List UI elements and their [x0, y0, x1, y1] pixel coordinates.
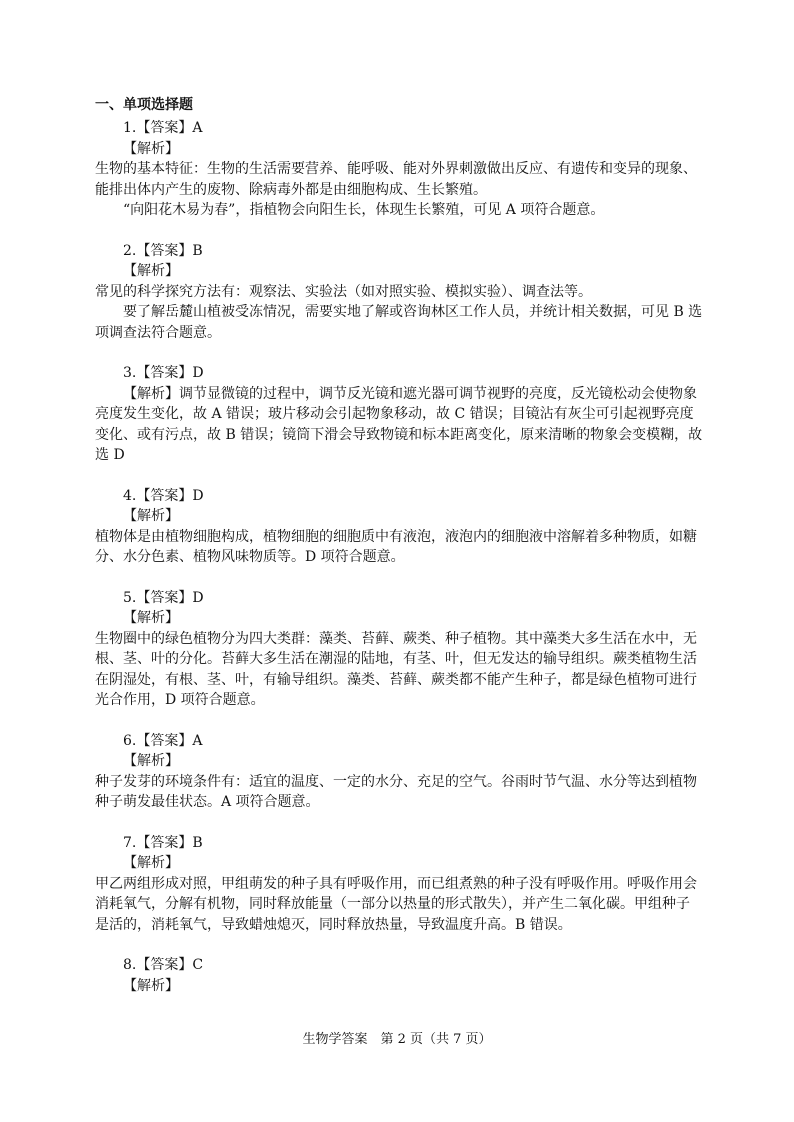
analysis-label: 【解析】: [123, 610, 179, 626]
question-block: [95, 833, 703, 936]
analysis-paragraph: 甲乙两组形成对照，甲组萌发的种子具有呼吸作用，而已组煮熟的种子没有呼吸作用。呼吸作用会消耗氧气，分解有机物，同时释放能量（一部分以热量的形式散失），并产生二氧化碳。甲组种子是活的，消耗氧气，导致蜡烛熄灭，同时释放热量，导致温度升高。B 错误。: [95, 875, 697, 933]
question-block: [95, 588, 703, 711]
analysis-paragraph: “向阳花木易为春”，指植物会向阳生长，体现生长繁殖，可见 A 项符合题意。: [123, 202, 605, 218]
analysis-paragraph: 种子发芽的环境条件有：适宜的温度、一定的水分、充足的空气。谷雨时节气温、水分等达到植物种子萌发最佳状态。A 项符合题意。: [95, 773, 697, 810]
answer-line: 4.【答案】D: [123, 487, 204, 504]
answer-line: 6.【答案】A: [123, 732, 203, 749]
answer-line: 1.【答案】A: [123, 120, 203, 136]
analysis-text: 【解析】调节显微镜的过程中，调节反光镜和遮光器可调节视野的亮度，反光镜松动会使物象亮度发生变化，故 A 错误；玻片移动会引起物象移动，故 C 错误；目镜沾有灰尘可引起视野亮度变化、或有污点，故 B 错误；镜筒下滑会导致物镜和标本距离变化，原来清晰的物象会变模糊，故选 D: [95, 385, 703, 463]
page-footer: 生物学答案 第 2 页（共 7 页）: [302, 1032, 492, 1047]
question-block: [95, 955, 703, 996]
question-block: [95, 118, 703, 221]
analysis-paragraph: 要了解岳麓山植被受冻情况，需要实地了解或咨询林区工作人员，并统计相关数据，可见 B 选项调查法符合题意。: [95, 304, 703, 341]
analysis-label: 【解析】: [123, 140, 179, 157]
analysis-label: 【解析】: [123, 855, 179, 871]
answer-line: 7.【答案】B: [123, 834, 203, 851]
question-block: [95, 486, 703, 568]
question-block: [95, 241, 703, 344]
analysis-label: 【解析】: [123, 263, 179, 279]
answer-line: 2.【答案】B: [123, 242, 203, 259]
analysis-label: 【解析】: [123, 977, 179, 994]
analysis-label: 【解析】: [123, 753, 179, 769]
analysis-paragraph: 生物的基本特征：生物的生活需要营养、能呼吸、能对外界刺激做出反应、有遗传和变异的现象、能排出体内产生的废物、除病毒外都是由细胞构成、生长繁殖。: [95, 161, 697, 198]
question-block: [95, 363, 703, 466]
analysis-paragraph: 植物体是由植物细胞构成，植物细胞的细胞质中有液泡，液泡内的细胞液中溶解着多种物质，如糖分、水分色素、植物风味物质等。D 项符合题意。: [95, 528, 697, 565]
answer-line: 3.【答案】D: [123, 365, 204, 381]
analysis-label: 【解析】: [123, 508, 179, 524]
answer-line: 5.【答案】D: [123, 589, 204, 606]
analysis-paragraph: 生物圈中的绿色植物分为四大类群：藻类、苔藓、蕨类、种子植物。其中藻类大多生活在水中，无根、茎、叶的分化。苔藓大多生活在潮湿的陆地，有茎、叶，但无发达的输导组织。蕨类植物生活在阴湿处，有根、茎、叶，有输导组织。藻类、苔藓、蕨类都不能产生种子，都是绿色植物可进行光合作用，D 项符合题意。: [95, 630, 697, 708]
question-block: [95, 731, 703, 813]
answer-line: 8.【答案】C: [123, 957, 204, 973]
section-title: 一、单项选择题: [95, 97, 193, 113]
answer-list: [95, 118, 703, 1016]
analysis-paragraph: 常见的科学探究方法有：观察法、实验法（如对照实验、模拟实验）、调查法等。: [95, 283, 592, 300]
